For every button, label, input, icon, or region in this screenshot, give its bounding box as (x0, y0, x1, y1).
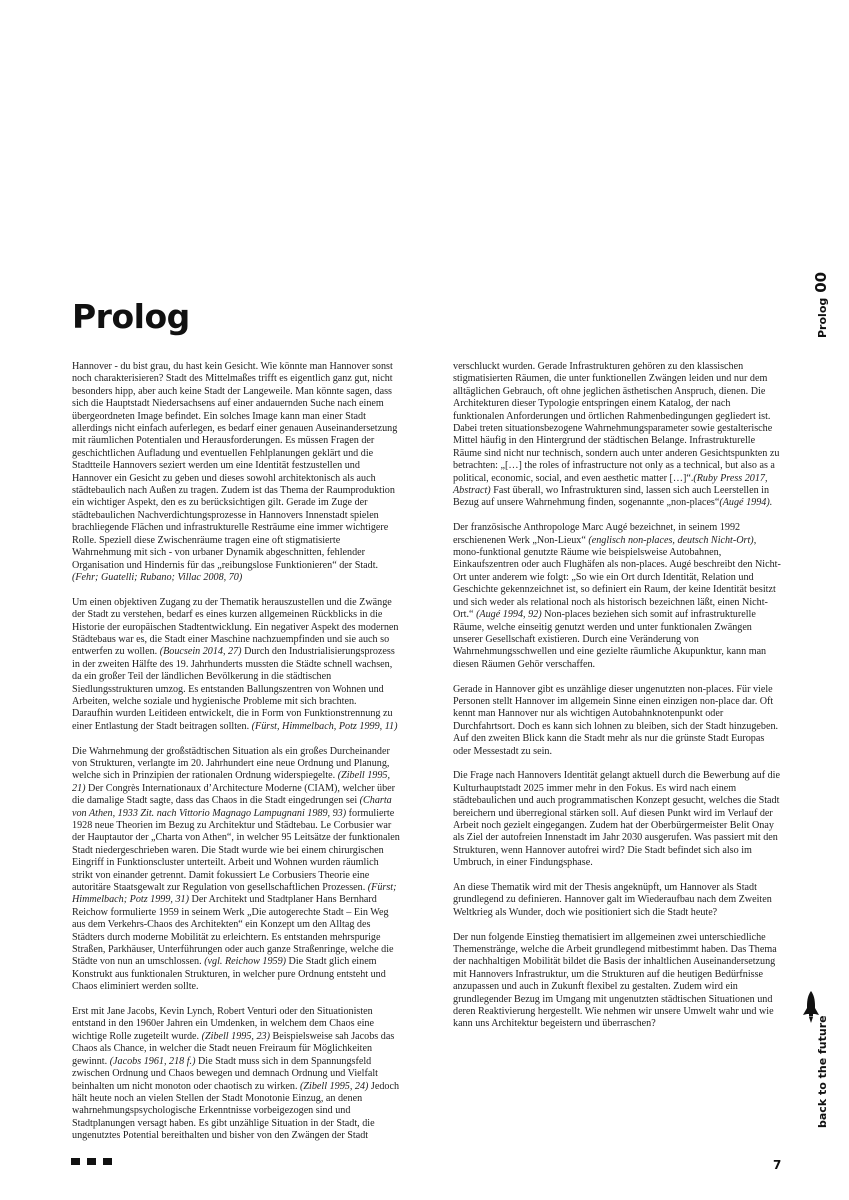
paragraph-text: Der Architekt und Stadtplaner Hans Bernhard Reichow formulierte 1959 in seinem Werk „Die autogerechte Stadt – Ein Weg aus dem Verkehrs-Chaos des Architekten“ ein Konzept um den Alltag des Städters durch moderne Mobilität zu erleichtern. Es entstanden mehrspurige Straßen, Parkhäuser, Unterführungen oder auch ganze Straßenringe, welche die Städte von nun an umschlossen. (72, 894, 394, 968)
body-paragraph (453, 770, 781, 869)
paragraph-text: formulierte 1928 neue Theorien im Bezug zu Architektur und Städtebau. Le Corbusier war der Hauptautor der „Charta von Athen“, in welcher 95 Leitsätze der funktionalen Stadt niedergeschrieben waren. Die Stadt wurde wie bei einem chirurgischen Eingriff in Funktionscluster unterteilt. Arbeit und Wohnen wurden räumlich strikt von einander getrennt. Damit fokussiert Le Corbusiers Theorie eine autoritäre Staatsgewalt zur Regulation von gesellschaftlichen Prozessen. (72, 807, 400, 894)
citation: (englisch non-places, deutsch Nicht-Ort) (588, 534, 754, 546)
marker-square (71, 1158, 80, 1165)
paragraph-text: Der Congrès Internationaux d’Architecture Moderne (CIAM), welcher über die damalige Stadt sagte, dass das Chaos in die Stadt eingedrungen sei (72, 782, 396, 807)
paragraph-text: Durch den Industrialisierungsprozess in der zweiten Hälfte des 19. Jahrhunderts mussten die Städte schnell wachsen, da ein großer Teil der ländlichen Bevölkerung in die städtischen Siedlungsstrukturen umzog. Es entstanden Ballungszentren von Wohnen und Arbeiten, welche soziale und hygienische Probleme mit sich brachten. Daraufhin wurden Leitideen entwickelt, die in Form von Funktionstrennung zu einer Entlastung der Stadt beitragen sollten. (72, 646, 395, 732)
paragraph-text: Die Stadt muss sich in dem Spannungsfeld zwischen Ordnung und Chaos bewegen und demnach Ordnung und Vielfalt beinhalten um nicht monoton oder chaotisch zu wirken. (72, 1055, 378, 1092)
chapter-name: Prolog (816, 297, 829, 338)
citation: (vgl. Reichow 1959) (204, 956, 287, 968)
page-number: 7 (773, 1158, 782, 1172)
paragraph-text: Non-places beziehen sich somit auf infrastrukturelle Räume, welche einseitig genutzt werden und unter funktionalen Zwängen unserer Gesellschaft existieren. Durch eine Veränderung von Wahrnehmungsschwellen und eine gezielte räumliche Akupunktur, kann man diesen Räumen Gehör verschaffen. (453, 609, 767, 670)
body-paragraph (453, 684, 781, 758)
citation: (Augé 1994, 92) (476, 609, 542, 621)
citation: (Zibell 1995, 24) (300, 1080, 369, 1092)
citation: (Fehr; Guatelli; Rubano; Villac 2008, 70) (72, 571, 243, 583)
paragraph-text: Die Stadt glich einem Konstrukt aus funktionalen Strukturen, in welcher pure Ordnung entsteht und Chaos eliminiert werden sollte. (72, 956, 386, 993)
citation: (Fürst; Himmelbach; Potz 1999, 31) (72, 882, 397, 906)
citation: (Augé 1994). (719, 497, 773, 509)
body-paragraph (453, 882, 781, 919)
side-footer-text: back to the future (816, 1015, 829, 1128)
paragraph-text: Hannover - du bist grau, du hast kein Gesicht. Wie könnte man Hannover sonst noch charakterisieren? Stadt des Mittelmaßes trifft es eigentlich ganz gut, nicht besonders hipp, aber auch keine Stadt der Langeweile. Man könnte sagen, dass sich die Hauptstadt Niedersachsens auf einer andauernden Suche nach einem übergeordneten Image befindet. Ein solches Image kann man einer Stadt allerdings nicht einfach auferlegen, es bedarf einer genauen Auseinandersetzung mit räumlichen Potentialen und Herausforderungen. Es müssen Fragen der geschichtlichen Aufladung und eventuellen Fehlplanungen geklärt und die Stadtteile Hannovers seziert werden um eine Identität festzustellen und Hannover ein Gesicht zu geben und dieses sowohl architektonisch als auch städtebaulich nach Außen zu tragen. Zudem ist das Thema der Raumproduktion ein wichtiger Aspekt, den es zu berücksichtigen gilt. Gerade im Zuge der städtebaulichen Nachverdichtungsprozesse in Hannovers Innenstadt spielen brachliegende Flächen und infrastrukturelle Resträume eine immer wichtigere Rolle. Speziell diese Zwischenräume tragen eine oft stigmatisierte Wahrnehmung mit sich - von urbaner Dynamik abgeschnitten, fehlender Organisation und Hindernis für das „reibungslose Funktionieren“ der Stadt. (72, 361, 398, 571)
chapter-number: 00 (812, 271, 830, 293)
citation: (Charta von Athen, 1933 Zit. nach Vittorio Magnago Lampugnani 1989, 93) (72, 795, 392, 819)
marker-square (103, 1158, 112, 1165)
body-paragraph (453, 522, 781, 671)
body-paragraph (72, 361, 400, 584)
body-paragraph (72, 1006, 400, 1142)
citation: (Boucsein 2014, 27) (159, 646, 242, 658)
paragraph-text: An diese Thematik wird mit der Thesis angeknüpft, um Hannover als Stadt grundlegend zu definieren. Hannover galt im Wiederaufbau nach dem Zweiten Weltkrieg als Wunder, doch wie positioniert sich die Stadt heute? (453, 882, 772, 918)
paragraph-text: Gerade in Hannover gibt es unzählige dieser ungenutzten non-places. Für viele Personen stellt Hannover im allgemein Sinne einen einzigen non-place dar. Oft kennt man Hannover nur als wichtigen Autobahnknotenpunkt oder Durchfahrtsort. Doch es kann sich lohnen zu bleiben, sich der Stadt hinzugeben. Auf den zweiten Blick kann die Stadt mehr als nur die grünste Stadt Europas oder Messestadt zu sein. (453, 683, 779, 757)
paragraph-text: Fast überall, wo Infrastrukturen sind, lassen sich auch Leerstellen in Bezug auf unsere Wahrnehmung finden, sogenannte „non-places“ (453, 485, 770, 509)
body-paragraph (453, 361, 781, 510)
text-column-left (72, 361, 400, 1143)
text-column-right (453, 361, 781, 1031)
citation: (Jacobs 1961, 218 f.) (109, 1055, 196, 1067)
paragraph-text: Die Frage nach Hannovers Identität gelangt aktuell durch die Bewerbung auf die Kulturhauptstadt 2025 immer mehr in den Fokus. Es wird nach einem städtebaulichen und auch programmatischen Konzept gesucht, welches die Stadt bereichern und überregional stärken soll. Auf diesen Punkt wird im Verlauf der Arbeit noch gezielt eingegangen. Zudem hat der Oberbürgermeister Belit Onay als Ziel der autofreien Innenstadt im Jahr 2030 ausgerufen. Was passiert mit den Strukturen, wenn Hannover autofrei wird? Die Stadt befindet sich also im Umbruch, in einer Findungsphase. (453, 770, 780, 869)
paragraph-text: Die Wahrnehmung der großstädtischen Situation als ein großes Durcheinander von Strukturen, verlangte im 20. Jahrhundert eine neue Ordnung und Planung, welche sich in Prinzipien der rationalen Ordnung widerspiegelte. (72, 745, 390, 782)
page-title: Prolog (72, 297, 190, 336)
citation: (Zibell 1995, 23) (201, 1030, 270, 1042)
paragraph-text: Erst mit Jane Jacobs, Kevin Lynch, Robert Venturi oder den Situationisten entstand in den 1960er Jahren ein Umdenken, in welchem dem Chaos eine wichtige Rolle zugeteilt wurde. (72, 1006, 374, 1042)
paragraph-text: Um einen objektiven Zugang zu der Thematik herauszustellen und die Zwänge der Stadt zu verstehen, bedarf es eines kurzen allgemeinen Rückblicks in die Historie der europäischen Stadtentwicklung. Ein negativer Aspekt des modernen Städtebaus war es, die Stadt einer Maschine nachzuempfinden und sie auch so entwerfen zu wollen. (72, 596, 399, 658)
body-paragraph (72, 746, 400, 994)
paragraph-text: Der französische Anthropologe Marc Augé bezeichnet, in seinem 1992 erschienenen Werk „Non-Lieux“ (453, 522, 741, 546)
page-marker-dots (71, 1158, 112, 1165)
paragraph-text: , mono-funktional genutzte Räume wie beispielsweise Autobahnen, Einkaufszentren oder auch Flughäfen als non-places. Augé beschreibt den Nicht-Ort unter anderem wie folgt: „So wie ein Ort durch Identität, Relation und Geschichte gekennzeichnet ist, so definiert ein Raum, der keine Identität besitzt und sich weder als relational noch als historisch bezeichnen läßt, einen Nicht-Ort.“ (453, 534, 781, 621)
body-paragraph (72, 597, 400, 733)
citation: (Zibell 1995, 21) (72, 770, 391, 794)
chapter-side-label (812, 272, 830, 338)
citation: (Fürst, Himmelbach, Potz 1999, 11) (251, 720, 398, 732)
paragraph-text: Der nun folgende Einstieg thematisiert im allgemeinen zwei unterschiedliche Themenstränge, welche die Arbeit grundlegend mitbestimmt haben. Das Thema der nachhaltigen Mobilität bildet die Basis der inhaltlichen Auseinandersetzung mit Hannovers Infrastruktur, um die Strukturen auf die heutigen Bedürfnisse anzupassen und auch in Zukunft flexibel zu gestalten. Zudem wird ein grundlegender Bezug im Umgang mit ungenutzten städtischen Situationen und deren Reaktivierung hergestellt. Wie nehmen wir unsere Umwelt wahr und wie kann uns Architektur begeistern und überraschen? (453, 931, 777, 1030)
citation: (Ruby Press 2017, Abstract) (453, 472, 768, 497)
paragraph-text: Jedoch hält heute noch an vielen Stellen der Stadt Monotonie Einzug, an denen wahrnehmungspsychologische Erkenntnisse vorbeigezogen sind und Stadtplanungen versagt haben. Es gibt unzählige Situation in der Stadt, die ungenutztes Potential bereithalten und bisher von den Zwängen der Stadt (72, 1080, 400, 1142)
marker-square (87, 1158, 96, 1165)
paragraph-text: verschluckt wurden. Gerade Infrastrukturen gehören zu den klassischen stigmatisierten Räumen, die unter funktionellen Zwängen leiden und nur dem alltäglichen Gebrauch, oft ohne jeglichen ästhetischen Anspruch, dienen. Die Architekturen dieser Typologie entspringen einem Katalog, der nach funktionalen Anforderungen und örtlichen Rahmenbedingungen gegliedert ist. Dabei treten situationsbezogene Wahrnehmungsparameter sowie gestalterische Mittel häufig in den Hintergrund der städtischen Belange. Infrastrukturelle Räume sind nicht nur technisch, sondern auch unter anderen Gesichtspunkten zu betrachten: „[…] the roles of infrastructure not only as a technical, but also as a political, economic, social, and even aesthetic matter […]“. (453, 361, 780, 484)
body-paragraph (453, 932, 781, 1031)
paragraph-text: Beispielsweise sah Jacobs das Chaos als Chance, in welcher die Stadt neuen Freiraum für Möglichkeiten gewinnt. (72, 1030, 395, 1067)
